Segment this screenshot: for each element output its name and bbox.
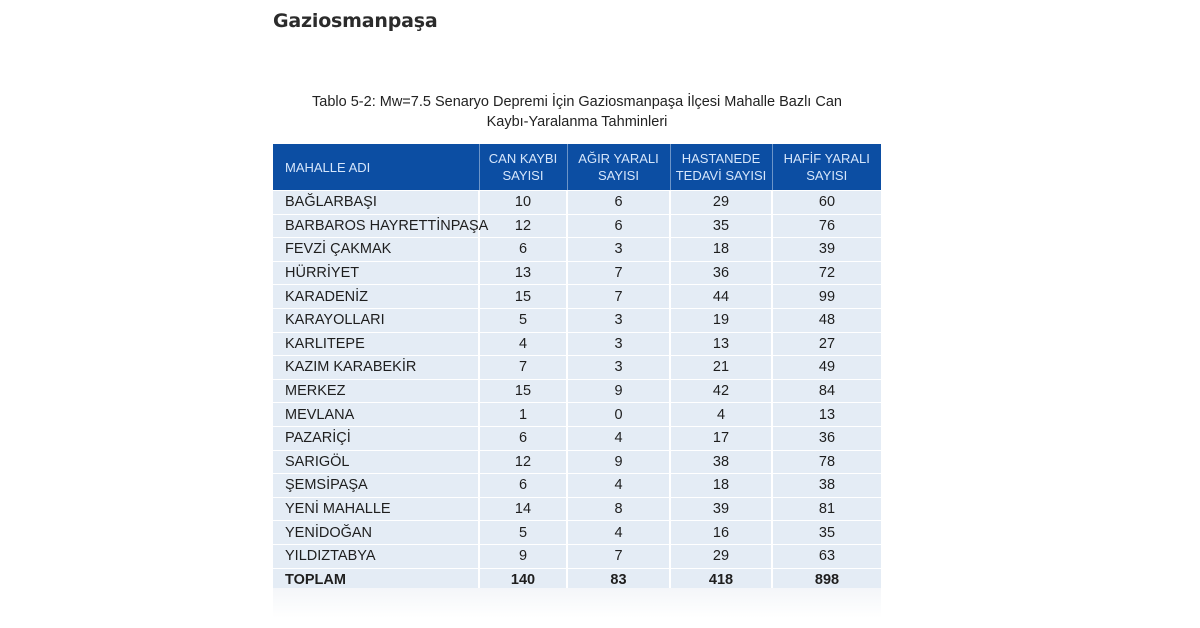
header-label: TEDAVİ SAYISI bbox=[675, 168, 767, 183]
cell-hospital-treatment: 38 bbox=[670, 450, 772, 474]
header-label: HAFİF YARALI bbox=[783, 151, 870, 166]
header-label: MAHALLE ADI bbox=[285, 159, 371, 175]
cell-severely-injured: 9 bbox=[567, 450, 670, 474]
cell-deaths: 1 bbox=[479, 403, 567, 427]
cell-lightly-injured: 78 bbox=[772, 450, 881, 474]
cell-hospital-treatment: 44 bbox=[670, 285, 772, 309]
header-neighborhood-name bbox=[273, 144, 479, 191]
cell-lightly-injured: 48 bbox=[772, 308, 881, 332]
cell-lightly-injured: 84 bbox=[772, 379, 881, 403]
table-caption bbox=[274, 92, 880, 132]
bottom-fade bbox=[273, 588, 881, 618]
cell-lightly-injured: 35 bbox=[772, 521, 881, 545]
cell-neighborhood: YILDIZTABYA bbox=[273, 544, 479, 568]
table-row bbox=[273, 191, 881, 215]
casualty-table-container bbox=[273, 144, 881, 591]
total-cell-hospital-treatment: 418 bbox=[670, 568, 772, 591]
cell-severely-injured: 4 bbox=[567, 474, 670, 498]
cell-lightly-injured: 76 bbox=[772, 214, 881, 238]
table-row bbox=[273, 497, 881, 521]
cell-deaths: 6 bbox=[479, 474, 567, 498]
cell-severely-injured: 9 bbox=[567, 379, 670, 403]
header-label: HASTANEDE bbox=[681, 151, 761, 166]
cell-lightly-injured: 72 bbox=[772, 261, 881, 285]
header-label: SAYISI bbox=[598, 168, 639, 183]
cell-hospital-treatment: 36 bbox=[670, 261, 772, 285]
cell-deaths: 4 bbox=[479, 332, 567, 356]
caption-line-1: Tablo 5-2: Mw=7.5 Senaryo Depremi İçin Gaziosmanpaşa İlçesi Mahalle Bazlı Can bbox=[312, 94, 842, 110]
table-row bbox=[273, 521, 881, 545]
cell-lightly-injured: 38 bbox=[772, 474, 881, 498]
cell-neighborhood: BAĞLARBAŞI bbox=[273, 191, 479, 215]
cell-lightly-injured: 27 bbox=[772, 332, 881, 356]
table-row bbox=[273, 238, 881, 262]
cell-deaths: 12 bbox=[479, 214, 567, 238]
cell-hospital-treatment: 42 bbox=[670, 379, 772, 403]
cell-neighborhood: YENİDOĞAN bbox=[273, 521, 479, 545]
cell-hospital-treatment: 16 bbox=[670, 521, 772, 545]
cell-neighborhood: ŞEMSİPAŞA bbox=[273, 474, 479, 498]
cell-deaths: 12 bbox=[479, 450, 567, 474]
cell-neighborhood: SARIGÖL bbox=[273, 450, 479, 474]
cell-neighborhood: YENİ MAHALLE bbox=[273, 497, 479, 521]
header-hospital-treatment bbox=[670, 144, 772, 191]
cell-neighborhood: KARAYOLLARI bbox=[273, 308, 479, 332]
cell-lightly-injured: 49 bbox=[772, 356, 881, 380]
cell-hospital-treatment: 13 bbox=[670, 332, 772, 356]
table-header-row bbox=[273, 144, 881, 191]
cell-severely-injured: 3 bbox=[567, 238, 670, 262]
cell-neighborhood: PAZARİÇİ bbox=[273, 426, 479, 450]
caption-line-2: Kaybı-Yaralanma Tahminleri bbox=[486, 114, 668, 130]
header-deaths bbox=[479, 144, 567, 191]
table-row bbox=[273, 308, 881, 332]
cell-deaths: 13 bbox=[479, 261, 567, 285]
cell-neighborhood: MEVLANA bbox=[273, 403, 479, 427]
cell-neighborhood: KARADENİZ bbox=[273, 285, 479, 309]
cell-deaths: 15 bbox=[479, 379, 567, 403]
table-row bbox=[273, 332, 881, 356]
cell-lightly-injured: 60 bbox=[772, 191, 881, 215]
cell-hospital-treatment: 4 bbox=[670, 403, 772, 427]
table-row bbox=[273, 379, 881, 403]
page-title: Gaziosmanpaşa bbox=[273, 10, 438, 32]
cell-lightly-injured: 63 bbox=[772, 544, 881, 568]
cell-severely-injured: 7 bbox=[567, 261, 670, 285]
cell-neighborhood: FEVZİ ÇAKMAK bbox=[273, 238, 479, 262]
header-label: SAYISI bbox=[806, 168, 848, 183]
cell-lightly-injured: 36 bbox=[772, 426, 881, 450]
cell-severely-injured: 3 bbox=[567, 308, 670, 332]
cell-lightly-injured: 39 bbox=[772, 238, 881, 262]
cell-neighborhood: BARBAROS HAYRETTİNPAŞA bbox=[273, 214, 479, 238]
cell-neighborhood: KAZIM KARABEKİR bbox=[273, 356, 479, 380]
cell-deaths: 15 bbox=[479, 285, 567, 309]
header-severely-injured bbox=[567, 144, 670, 191]
cell-deaths: 6 bbox=[479, 238, 567, 262]
cell-deaths: 5 bbox=[479, 521, 567, 545]
table-row bbox=[273, 450, 881, 474]
table-row bbox=[273, 214, 881, 238]
cell-severely-injured: 4 bbox=[567, 426, 670, 450]
cell-lightly-injured: 81 bbox=[772, 497, 881, 521]
cell-hospital-treatment: 19 bbox=[670, 308, 772, 332]
total-cell-severely-injured: 83 bbox=[567, 568, 670, 591]
cell-severely-injured: 6 bbox=[567, 214, 670, 238]
header-label: AĞIR YARALI bbox=[578, 151, 659, 166]
cell-neighborhood: MERKEZ bbox=[273, 379, 479, 403]
cell-deaths: 7 bbox=[479, 356, 567, 380]
cell-severely-injured: 7 bbox=[567, 285, 670, 309]
cell-deaths: 10 bbox=[479, 191, 567, 215]
cell-deaths: 6 bbox=[479, 426, 567, 450]
cell-hospital-treatment: 21 bbox=[670, 356, 772, 380]
table-row bbox=[273, 474, 881, 498]
cell-severely-injured: 8 bbox=[567, 497, 670, 521]
cell-neighborhood: KARLITEPE bbox=[273, 332, 479, 356]
cell-neighborhood: HÜRRİYET bbox=[273, 261, 479, 285]
cell-severely-injured: 7 bbox=[567, 544, 670, 568]
cell-hospital-treatment: 35 bbox=[670, 214, 772, 238]
cell-severely-injured: 0 bbox=[567, 403, 670, 427]
cell-hospital-treatment: 39 bbox=[670, 497, 772, 521]
table-row bbox=[273, 261, 881, 285]
cell-hospital-treatment: 18 bbox=[670, 238, 772, 262]
table-row bbox=[273, 356, 881, 380]
total-cell-deaths: 140 bbox=[479, 568, 567, 591]
table-row bbox=[273, 285, 881, 309]
header-label: CAN KAYBI bbox=[488, 151, 558, 166]
cell-lightly-injured: 99 bbox=[772, 285, 881, 309]
cell-severely-injured: 3 bbox=[567, 356, 670, 380]
cell-severely-injured: 4 bbox=[567, 521, 670, 545]
header-lightly-injured bbox=[772, 144, 881, 191]
cell-hospital-treatment: 18 bbox=[670, 474, 772, 498]
total-cell-neighborhood: TOPLAM bbox=[273, 568, 479, 591]
casualty-estimate-table bbox=[273, 144, 881, 591]
table-row bbox=[273, 544, 881, 568]
table-row bbox=[273, 426, 881, 450]
header-label: SAYISI bbox=[502, 168, 544, 183]
cell-hospital-treatment: 29 bbox=[670, 191, 772, 215]
cell-severely-injured: 6 bbox=[567, 191, 670, 215]
cell-deaths: 14 bbox=[479, 497, 567, 521]
cell-hospital-treatment: 29 bbox=[670, 544, 772, 568]
table-row bbox=[273, 403, 881, 427]
table-body bbox=[273, 191, 881, 592]
cell-deaths: 5 bbox=[479, 308, 567, 332]
cell-deaths: 9 bbox=[479, 544, 567, 568]
cell-lightly-injured: 13 bbox=[772, 403, 881, 427]
cell-hospital-treatment: 17 bbox=[670, 426, 772, 450]
cell-severely-injured: 3 bbox=[567, 332, 670, 356]
total-cell-lightly-injured: 898 bbox=[772, 568, 881, 591]
